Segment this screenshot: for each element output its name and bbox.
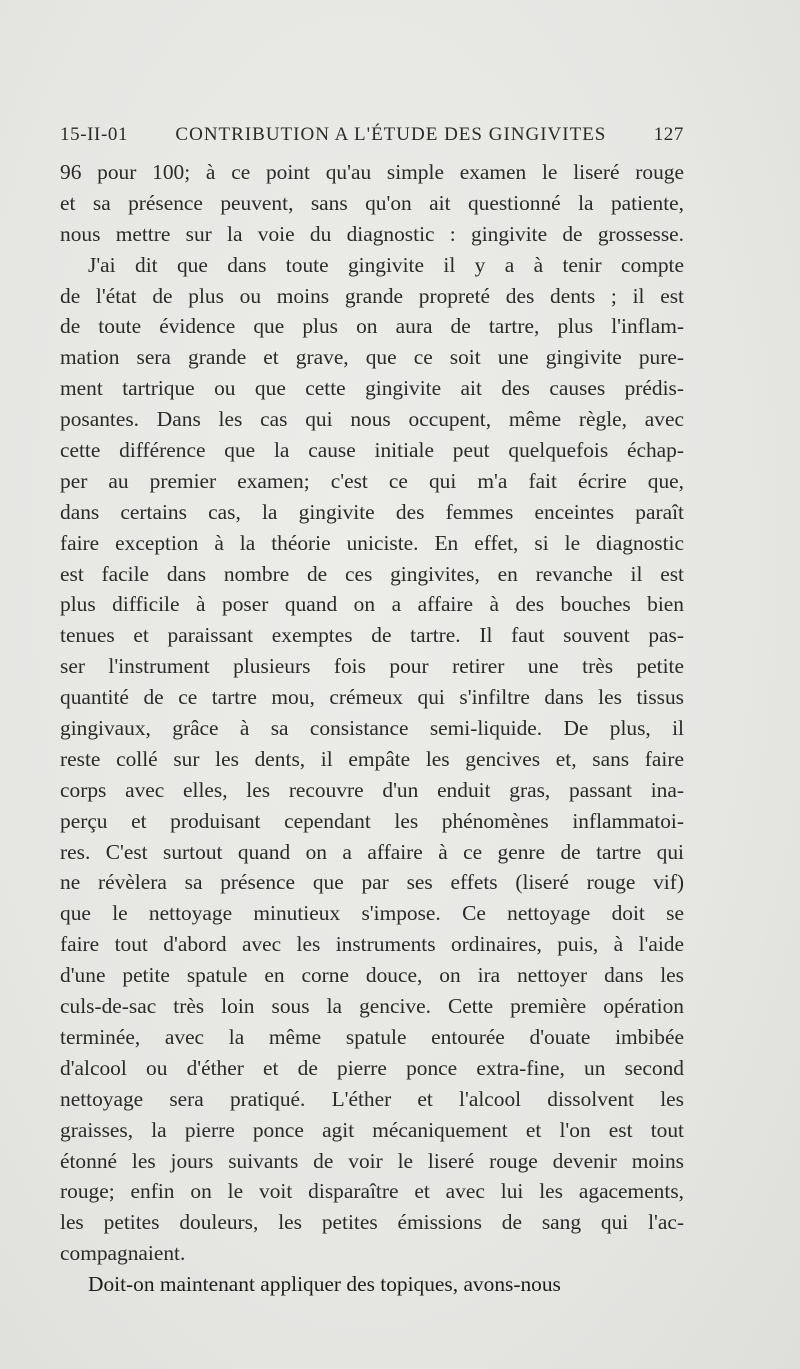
- text-line: nous mettre sur la voie du diagnostic : gingivite de grossesse.: [60, 221, 684, 246]
- text-line: perçu et produisant cependant les phénomènes inflammatoi-: [60, 808, 684, 833]
- text-line: de l'état de plus ou moins grande propreté des dents ; il est: [60, 283, 684, 308]
- text-line: J'ai dit que dans toute gingivite il y a à tenir compte: [88, 252, 684, 277]
- text-line: plus difficile à poser quand on a affaire à des bouches bien: [60, 592, 684, 617]
- text-line: culs-de-sac très loin sous la gencive. Cette première opération: [60, 994, 684, 1019]
- body-text: [60, 157, 684, 1300]
- text-line: et sa présence peuvent, sans qu'on ait questionné la patiente,: [60, 190, 684, 215]
- text-line: d'alcool ou d'éther et de pierre ponce extra-fine, un second: [60, 1055, 684, 1080]
- text-line: ment tartrique ou que cette gingivite ait des causes prédis-: [60, 376, 684, 401]
- text-line: ne révèlera sa présence que par ses effets (liseré rouge vif): [60, 870, 684, 895]
- text-line: faire exception à la théorie uniciste. En effet, si le diagnostic: [60, 530, 684, 555]
- text-line: per au premier examen; c'est ce qui m'a fait écrire que,: [60, 468, 684, 493]
- text-line: reste collé sur les dents, il empâte les gencives et, sans faire: [60, 746, 684, 771]
- text-line: res. C'est surtout quand on a affaire à ce genre de tartre qui: [60, 839, 684, 864]
- page-number: 127: [653, 124, 684, 145]
- text-line: tenues et paraissant exemptes de tartre. Il faut souvent pas-: [60, 623, 684, 648]
- text-line: quantité de ce tartre mou, crémeux qui s'infiltre dans les tissus: [60, 685, 684, 710]
- text-line: étonné les jours suivants de voir le liseré rouge devenir moins: [60, 1148, 684, 1173]
- running-header: [60, 124, 684, 154]
- text-line: posantes. Dans les cas qui nous occupent, même règle, avec: [60, 407, 684, 432]
- text-line: ser l'instrument plusieurs fois pour retirer une très petite: [60, 654, 684, 679]
- text-line: Doit-on maintenant appliquer des topiques, avons-nous: [88, 1272, 561, 1297]
- text-line: dans certains cas, la gingivite des femmes enceintes paraît: [60, 499, 684, 524]
- text-line: compagnaient.: [60, 1241, 186, 1266]
- text-line: faire tout d'abord avec les instruments ordinaires, puis, à l'aide: [60, 932, 684, 957]
- text-line: 96 pour 100; à ce point qu'au simple examen le liseré rouge: [60, 160, 684, 184]
- text-line: rouge; enfin on le voit disparaître et avec lui les agacements,: [60, 1179, 684, 1204]
- text-line: d'une petite spatule en corne douce, on ira nettoyer dans les: [60, 963, 684, 988]
- text-line: terminée, avec la même spatule entourée d'ouate imbibée: [60, 1024, 684, 1049]
- header-date: 15-II-01: [60, 124, 129, 145]
- text-line: nettoyage sera pratiqué. L'éther et l'alcool dissolvent les: [60, 1086, 684, 1111]
- text-line: graisses, la pierre ponce agit mécaniquement et l'on est tout: [60, 1117, 684, 1142]
- text-line: gingivaux, grâce à sa consistance semi-liquide. De plus, il: [60, 716, 684, 741]
- text-line: les petites douleurs, les petites émissions de sang qui l'ac-: [60, 1210, 684, 1235]
- text-line: est facile dans nombre de ces gingivites, en revanche il est: [60, 561, 684, 586]
- text-line: corps avec elles, les recouvre d'un enduit gras, passant ina-: [60, 777, 684, 802]
- text-line: cette différence que la cause initiale peut quelquefois échap-: [60, 438, 684, 463]
- text-line: de toute évidence que plus on aura de tartre, plus l'inflam-: [60, 314, 684, 339]
- text-line: que le nettoyage minutieux s'impose. Ce nettoyage doit se: [60, 901, 684, 926]
- header-title: CONTRIBUTION A L'ÉTUDE DES GINGIVITES: [175, 124, 607, 145]
- text-line: mation sera grande et grave, que ce soit une gingivite pure-: [60, 345, 684, 370]
